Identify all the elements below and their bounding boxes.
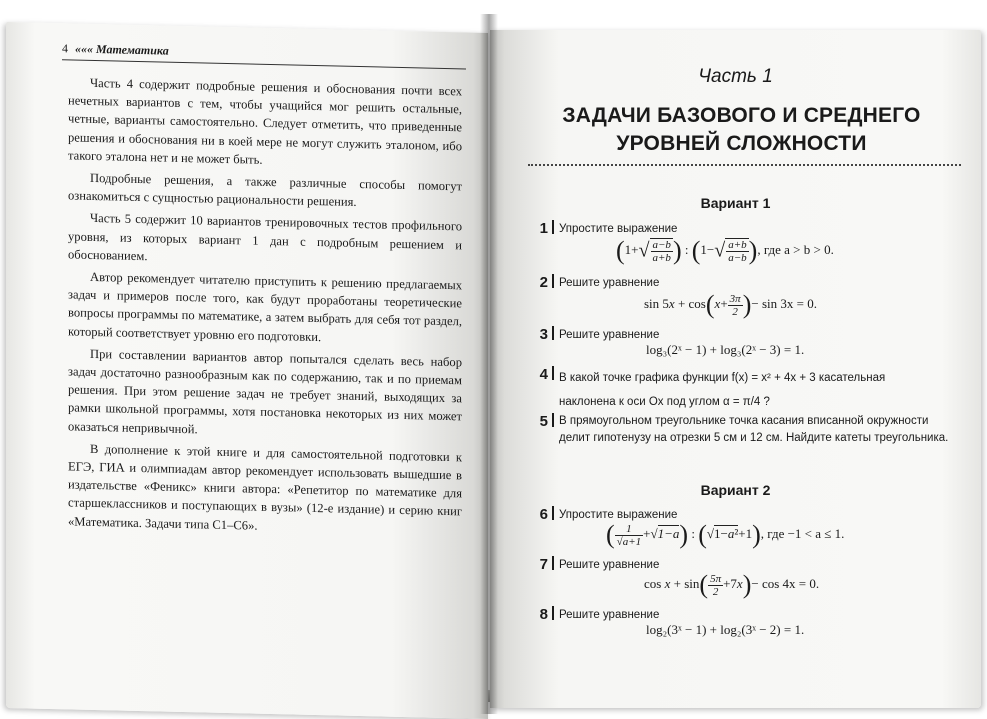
chapter-title-line: ЗАДАЧИ БАЗОВОГО И СРЕДНЕГО <box>562 104 921 127</box>
formula-6-tail: , где −1 < a ≤ 1. <box>760 525 845 541</box>
formula-6: ( $\frac{1}{√a+1}$ +√1−a) : (√1−a²+1), где −1 < a ≤ 1. <box>606 520 845 549</box>
task-number: 7 <box>539 556 548 573</box>
formula-7-tail: − cos 4x = 0. <box>751 575 820 591</box>
task-text: Упростите выражение <box>559 509 678 521</box>
left-body-text <box>68 73 462 543</box>
left-page <box>6 22 488 719</box>
running-head-title: Математика <box>96 42 169 58</box>
paragraph: Часть 5 содержит 10 вариантов тренировочных тестов профильного уровня, из которых вариант 1 дан с подробным решением и обоснованием. <box>68 211 462 264</box>
formula-2-tail: − sin 3x = 0. <box>751 295 817 311</box>
task-text: Упростите выражение <box>559 223 678 235</box>
task-bar <box>552 220 554 234</box>
task-text: Решите уравнение <box>559 559 660 571</box>
task-number: 8 <box>539 606 548 623</box>
paragraph: При составлении вариантов автор попытался сделать весь набор задач достаточно разнообразным как по содержанию, так и по приемам решения. При этом решение задач не требует знаний, выходящих за рамки школьной программы, хотя постановка некоторых из них может оказаться непривычной. <box>68 346 462 437</box>
formula-1-tail: , где a > b > 0. <box>757 241 834 257</box>
task-number: 6 <box>539 506 548 523</box>
part-title: Часть 1 <box>698 66 773 87</box>
formula-8: log₂(3ˣ − 1) + log₂(3ˣ − 2) = 1. <box>646 622 805 637</box>
formula-1: (1+√ $\frac{a-b}{a+b}$ ) : (1−√ $\frac{a+b}{a-b}$ ), где a > b > 0. <box>616 236 834 265</box>
dotted-divider <box>528 164 961 166</box>
right-page <box>490 30 981 708</box>
chapter-title-line: УРОВНЕЙ СЛОЖНОСТИ <box>616 132 867 155</box>
running-head <box>62 41 466 69</box>
task-text: Решите уравнение <box>559 277 660 289</box>
task-bar <box>552 366 554 380</box>
formula-2: sin 5x + cos(x+ $\frac{3\pi}{2}$ )− sin 3x = 0. <box>644 290 817 319</box>
task-text: В какой точке графика функции f(x) = x² + 4x + 3 касательная наклонена к оси Ox под углом α = π/4 ? <box>559 372 886 408</box>
task-bar <box>552 274 554 288</box>
page-number: 4 <box>62 41 68 56</box>
task-1 <box>530 220 965 238</box>
formula-7: cos x + sin( $\frac{5\pi}{2}$ +7x)− cos 4x = 0. <box>644 570 820 599</box>
task-text: Решите уравнение <box>559 329 660 341</box>
task-number: 3 <box>539 326 548 343</box>
task-text: В прямоугольном треугольнике точка касания вписанной окружности делит гипотенузу на отрезки 5 см и 12 см. Найдите катеты треугольника. <box>559 415 949 444</box>
task-number: 1 <box>539 220 548 237</box>
task-text: Решите уравнение <box>559 609 660 621</box>
paragraph: Автор рекомендует читателю приступить к решению предлагаемых задач и примеров после того, как будут проработаны теоретические вопросы программы по математике, а затем выбрать для себя тот раздел, который соответствует уровню его подготовки. <box>68 269 462 344</box>
task-5 <box>530 413 965 447</box>
task-bar <box>552 506 554 520</box>
task-bar <box>552 606 554 620</box>
variant-2-title: Вариант 2 <box>700 482 771 498</box>
formula-3: log₃(2ˣ − 1) + log₃(2ˣ − 3) = 1. <box>646 342 805 357</box>
task-bar <box>552 326 554 340</box>
paragraph: Часть 4 содержит подробные решения и обоснования почти всех нечетных вариантов с тем, чтобы учащийся мог решить остальные, четные, варианты самостоятельно. Следует отметить, что приведенные решения и обоснования ни в коей мере не могут служить эталоном, ибо такого эталона нет и не может быть. <box>68 75 462 167</box>
task-bar <box>552 556 554 570</box>
task-number: 5 <box>539 413 548 430</box>
chapter-title <box>520 102 963 158</box>
variant-1-title: Вариант 1 <box>700 195 771 211</box>
task-4 <box>530 366 965 414</box>
paragraph: В дополнение к этой книге и для самостоятельной подготовки к ЕГЭ, ГИА и олимпиадам автор рекомендует использовать вышедшие в издательстве «Феникс» книги автора: «Репетитор по математике для старшеклассников и поступающих в вузы» (12-е издание) и серию книг «Математика. Задачи типа С1–С6». <box>68 441 462 533</box>
task-number: 2 <box>539 274 548 291</box>
paragraph: Подробные решения, а также различные способы помогут ознакомиться с сущностью рациональности решения. <box>68 170 462 210</box>
task-number: 4 <box>539 366 548 383</box>
running-head-marker: ««« <box>75 41 93 56</box>
task-bar <box>552 413 554 427</box>
